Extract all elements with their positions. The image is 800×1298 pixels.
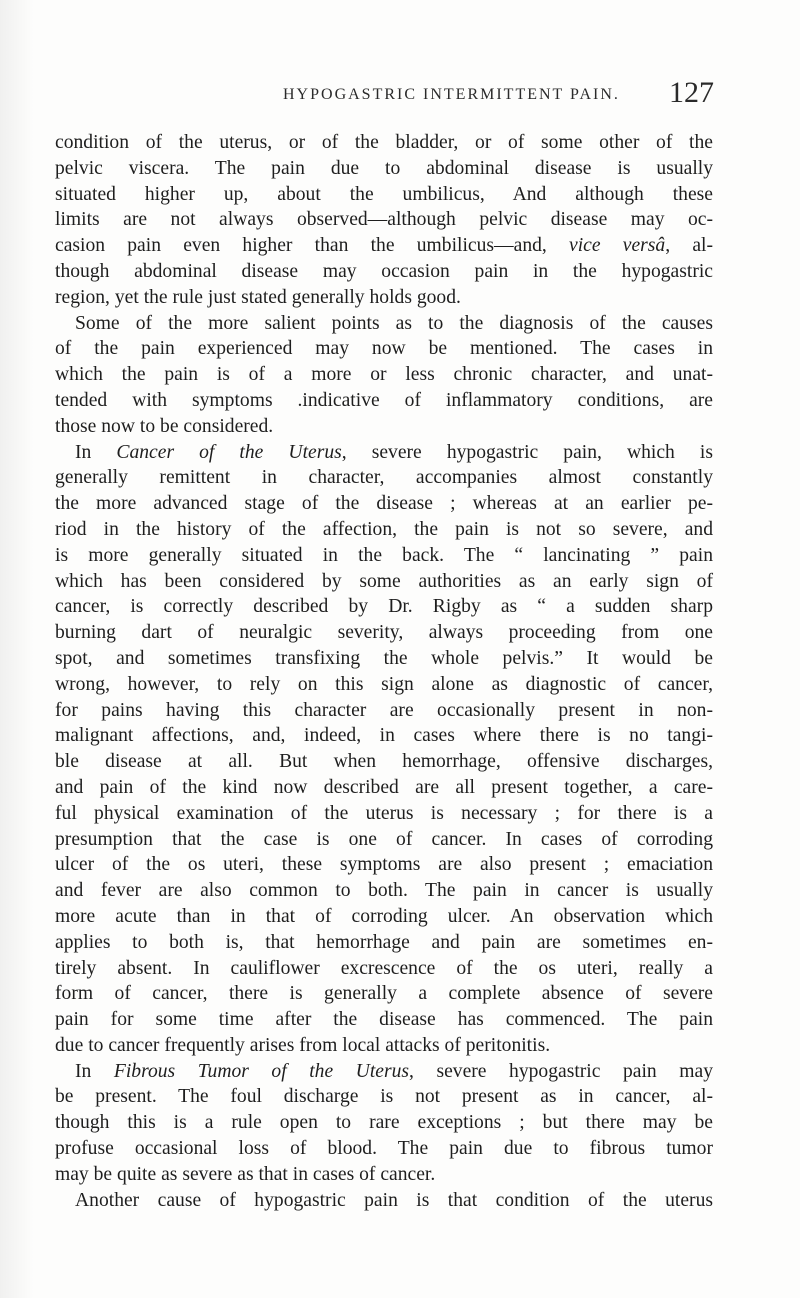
text-line xyxy=(55,1188,713,1214)
text-line xyxy=(55,1162,713,1188)
text-segment: spot, and sometimes transfixing the whole pelvis.” It would be xyxy=(55,647,713,669)
text-line xyxy=(55,543,713,569)
text-segment: pelvic viscera. The pain due to abdominal disease is usually xyxy=(55,157,713,179)
text-line xyxy=(55,285,713,311)
text-segment: burning dart of neuralgic severity, always proceeding from one xyxy=(55,622,713,644)
text-line xyxy=(55,723,713,749)
text-line xyxy=(55,440,713,466)
text-segment: ble disease at all. But when hemorrhage, offensive discharges, xyxy=(55,751,713,773)
text-line xyxy=(55,362,713,388)
text-line xyxy=(55,465,713,491)
text-segment: and fever are also common to both. The pain in cancer is usually xyxy=(55,880,713,902)
text-segment: wrong, however, to rely on this sign alone as diagnostic of cancer, xyxy=(55,673,713,695)
text-line xyxy=(55,207,713,233)
text-segment: presumption that the case is one of cancer. In cases of corroding xyxy=(55,828,713,850)
text-segment: In xyxy=(75,1060,114,1082)
text-segment: is more generally situated in the back. The “ lancinating ” pain xyxy=(55,544,713,566)
text-line xyxy=(55,1084,713,1110)
text-line xyxy=(55,1059,713,1085)
text-line xyxy=(55,1033,713,1059)
text-line xyxy=(55,130,713,156)
running-head: HYPOGASTRIC INTERMITTENT PAIN. xyxy=(283,86,620,103)
page-number: 127 xyxy=(669,76,714,109)
page-header xyxy=(0,76,800,120)
text-segment: though abdominal disease may occasion pain in the hypogastric xyxy=(55,260,713,282)
italic-text: Fibrous Tumor of the Uterus xyxy=(113,1060,410,1082)
text-line xyxy=(55,156,713,182)
text-segment: tended with symptoms .indicative of inflammatory conditions, are xyxy=(55,389,713,411)
text-line xyxy=(55,182,713,208)
text-segment: tirely absent. In cauliflower excrescence of the os uteri, really a xyxy=(55,957,713,979)
text-segment: for pains having this character are occasionally present in non- xyxy=(55,699,713,721)
text-line xyxy=(55,904,713,930)
text-segment: In xyxy=(75,441,117,463)
text-line xyxy=(55,233,713,259)
text-line xyxy=(55,878,713,904)
text-segment: which has been considered by some authorities as an early sign of xyxy=(55,570,713,592)
text-segment: due to cancer frequently arises from local attacks of peritonitis. xyxy=(55,1034,551,1056)
italic-text: vice versâ xyxy=(569,235,666,257)
body-text xyxy=(55,130,713,1213)
text-line xyxy=(55,672,713,698)
text-segment: and pain of the kind now described are all present together, a care- xyxy=(55,776,713,798)
text-line xyxy=(55,594,713,620)
text-line xyxy=(55,414,713,440)
text-segment: condition of the uterus, or of the bladder, or of some other of the xyxy=(55,132,713,153)
text-line xyxy=(55,569,713,595)
text-segment: generally remittent in character, accompanies almost constantly xyxy=(55,467,713,489)
text-segment: casion pain even higher than the umbilicus—and, xyxy=(55,235,570,257)
text-segment: ulcer of the os uteri, these symptoms are also present ; emaciation xyxy=(55,854,713,876)
text-segment: be present. The foul discharge is not present as in cancer, al- xyxy=(55,1086,713,1108)
text-segment: region, yet the rule just stated generally holds good. xyxy=(55,286,461,308)
text-segment: limits are not always observed—although pelvic disease may oc- xyxy=(55,209,713,231)
text-line xyxy=(55,775,713,801)
text-segment: , severe hypogastric pain may xyxy=(409,1060,713,1082)
text-segment: situated higher up, about the umbilicus, And although these xyxy=(55,183,713,205)
text-line xyxy=(55,1110,713,1136)
text-segment: more acute than in that of corroding ulcer. An observation which xyxy=(55,905,713,927)
text-segment: riod in the history of the affection, the pain is not so severe, and xyxy=(55,518,713,540)
text-line xyxy=(55,388,713,414)
text-line xyxy=(55,311,713,337)
text-segment: , al- xyxy=(665,235,713,257)
text-segment: which the pain is of a more or less chronic character, and unat- xyxy=(55,364,713,386)
text-segment: of the pain experienced may now be mentioned. The cases in xyxy=(55,338,713,360)
text-line xyxy=(55,852,713,878)
italic-text: Cancer of the Uterus xyxy=(116,441,342,463)
text-segment: applies to both is, that hemorrhage and pain are sometimes en- xyxy=(55,931,713,953)
text-line xyxy=(55,620,713,646)
text-line xyxy=(55,1007,713,1033)
text-line xyxy=(55,956,713,982)
text-segment: Another cause of hypogastric pain is that condition of the uterus xyxy=(75,1189,713,1211)
text-line xyxy=(55,336,713,362)
text-line xyxy=(55,801,713,827)
text-line xyxy=(55,749,713,775)
text-line xyxy=(55,491,713,517)
text-segment: profuse occasional loss of blood. The pain due to fibrous tumor xyxy=(55,1138,713,1160)
text-line xyxy=(55,259,713,285)
text-segment: , severe hypogastric pain, which is xyxy=(341,441,713,463)
text-line xyxy=(55,981,713,1007)
text-line xyxy=(55,646,713,672)
text-segment: Some of the more salient points as to the diagnosis of the causes xyxy=(75,312,713,334)
text-segment: though this is a rule open to rare exceptions ; but there may be xyxy=(55,1112,713,1134)
text-line xyxy=(55,1136,713,1162)
page-gutter-shadow xyxy=(0,0,34,1298)
text-segment: form of cancer, there is generally a complete absence of severe xyxy=(55,983,713,1005)
text-segment: cancer, is correctly described by Dr. Rigby as “ a sudden sharp xyxy=(55,596,713,618)
text-line xyxy=(55,517,713,543)
text-line xyxy=(55,698,713,724)
text-segment: may be quite as severe as that in cases of cancer. xyxy=(55,1163,436,1185)
text-line xyxy=(55,827,713,853)
text-segment: the more advanced stage of the disease ; whereas at an earlier pe- xyxy=(55,493,713,515)
text-segment: malignant affections, and, indeed, in cases where there is no tangi- xyxy=(55,725,713,747)
text-segment: those now to be considered. xyxy=(55,415,274,437)
text-segment: pain for some time after the disease has commenced. The pain xyxy=(55,1009,713,1031)
text-line xyxy=(55,930,713,956)
text-segment: ful physical examination of the uterus is necessary ; for there is a xyxy=(55,802,713,824)
